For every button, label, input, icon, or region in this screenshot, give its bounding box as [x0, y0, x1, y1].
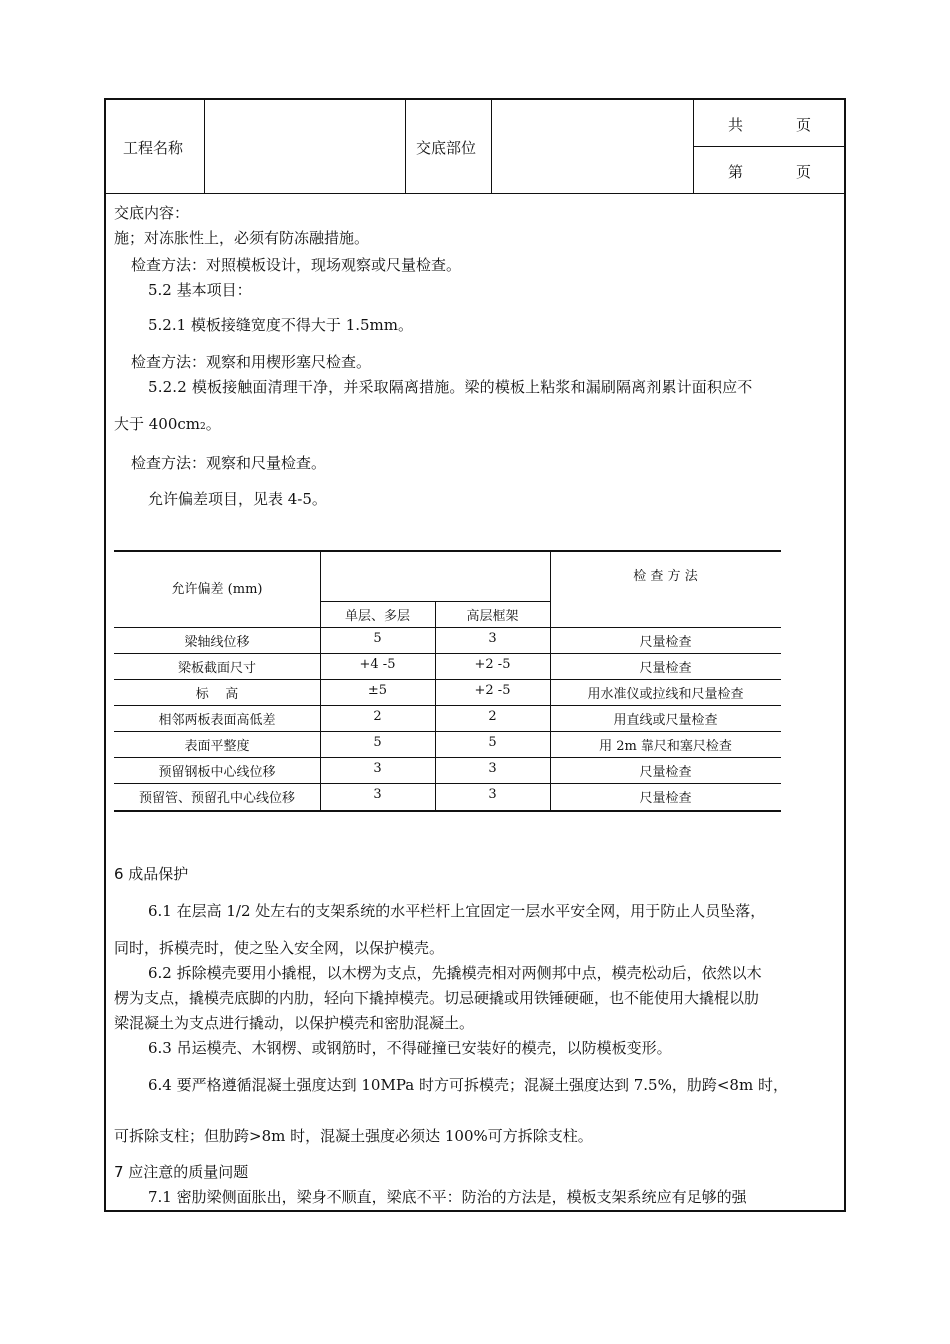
check-method-line: 检查方法：观察和尺量检查。 [131, 454, 327, 472]
section-5-2-2-line2: 大于 400cm2。 [114, 415, 221, 433]
header-page-divider [694, 146, 844, 147]
section-6-3: 6.3 吊运模壳、木钢楞、或钢筋时，不得碰撞已安装好的模壳，以防模板变形。 [148, 1039, 672, 1057]
header-divider [491, 100, 492, 193]
row-item: 相邻两板表面高低差 [158, 713, 276, 728]
page-number-suffix: 页 [796, 163, 812, 181]
row-high: 5 [488, 735, 497, 750]
row-single: 5 [373, 735, 382, 750]
row-single: 3 [373, 761, 382, 776]
row-item: 预留管、预留孔中心线位移 [138, 791, 295, 806]
table-rule [114, 757, 781, 758]
check-method-line: 检查方法：对照模板设计，现场观察或尺量检查。 [131, 256, 462, 274]
table-rule [114, 679, 781, 680]
section-6-2-line2: 楞为支点，撬模壳底脚的内肋，轻向下撬掉模壳。切忌硬撬或用铁锤硬砸，也不能使用大撬棍以肋 [114, 989, 760, 1007]
section-6-4-line1: 6.4 要严格遵循混凝土强度达到 10MPa 时方可拆模壳；混凝土强度达到 7.5%，肋跨<8m 时， [148, 1076, 788, 1094]
table-rule [114, 705, 781, 706]
row-method: 用直线或尺量检查 [613, 713, 718, 728]
page-number-label: 第 [728, 163, 744, 181]
total-pages-label: 共 [728, 116, 744, 134]
section-6-2-line3: 梁混凝土为支点进行撬动，以保护模壳和密肋混凝土。 [114, 1014, 475, 1032]
row-high: 3 [488, 761, 497, 776]
row-method: 用 2m 靠尺和塞尺检查 [599, 739, 732, 754]
allowed-deviation-note: 允许偏差项目，见表 4-5。 [148, 490, 327, 508]
table-header-high: 高层框架 [466, 609, 519, 624]
table-rule [114, 627, 781, 628]
row-item: 梁板截面尺寸 [177, 661, 256, 676]
section-5-2-heading: 5.2 基本项目： [148, 281, 252, 299]
section-5-2-2-line1: 5.2.2 模板接触面清理干净，并采取隔离措施。梁的模板上粘浆和漏刷隔离剂累计面积应不 [148, 378, 753, 396]
row-high: 2 [488, 709, 497, 724]
row-high: +2 -5 [474, 657, 511, 672]
disclosure-location-label: 交底部位 [416, 139, 477, 157]
project-name-label: 工程名称 [123, 139, 184, 157]
table-rule [114, 550, 781, 552]
table-header-method: 检 查 方 法 [633, 569, 698, 584]
section-5-2-1: 5.2.1 模板接缝宽度不得大于 1.5mm。 [148, 316, 414, 334]
row-item: 梁轴线位移 [184, 635, 250, 650]
table-header-single: 单层、多层 [344, 609, 410, 624]
section-6-1-line1: 6.1 在层高 1/2 处左右的支架系统的水平栏杆上宜固定一层水平安全网，用于防止人员坠落， [148, 902, 766, 920]
check-method-line: 检查方法：观察和用楔形塞尺检查。 [131, 353, 372, 371]
row-item: 表面平整度 [184, 739, 250, 754]
table-rule [114, 653, 781, 654]
total-pages-suffix: 页 [796, 116, 812, 134]
row-method: 用水准仪或拉线和尺量检查 [587, 687, 744, 702]
table-rule [114, 810, 781, 812]
section-6-2-line1: 6.2 拆除模壳要用小撬棍，以木楞为支点，先撬模壳相对两侧邦中点，模壳松动后，依然以木 [148, 964, 762, 982]
row-single: 3 [373, 787, 382, 802]
row-single: ±5 [367, 683, 388, 698]
header-divider [405, 100, 406, 193]
row-method: 尺量检查 [639, 635, 692, 650]
disclosure-content-label: 交底内容： [114, 204, 190, 222]
section-6-heading: 6 成品保护 [114, 865, 189, 883]
paragraph-line: 施；对冻胀性上，必须有防冻融措施。 [114, 229, 370, 247]
row-high: 3 [488, 787, 497, 802]
row-high: 3 [488, 631, 497, 646]
row-single: 5 [373, 631, 382, 646]
table-rule [114, 731, 781, 732]
section-7-heading: 7 应注意的质量问题 [114, 1163, 249, 1181]
row-method: 尺量检查 [639, 791, 692, 806]
section-7-1-line1: 7.1 密肋梁侧面胀出，梁身不顺直，梁底不平：防治的方法是，模板支架系统应有足够的强 [148, 1188, 747, 1206]
row-single: +4 -5 [359, 657, 396, 672]
row-method: 尺量检查 [639, 661, 692, 676]
deviation-table [114, 550, 781, 812]
section-6-1-line2: 同时，拆模壳时，使之坠入安全网，以保护模壳。 [114, 939, 445, 957]
section-6-4-line2: 可拆除支柱；但肋跨>8m 时，混凝土强度必须达 100%可方拆除支柱。 [114, 1127, 593, 1145]
table-rule [114, 783, 781, 784]
table-header-item: 允许偏差 (mm) [171, 582, 263, 597]
row-high: +2 -5 [474, 683, 511, 698]
row-item: 标 高 [195, 687, 239, 702]
header-divider [204, 100, 205, 193]
row-item: 预留钢板中心线位移 [158, 765, 276, 780]
row-method: 尺量检查 [639, 765, 692, 780]
form-header [106, 100, 844, 194]
row-single: 2 [373, 709, 382, 724]
